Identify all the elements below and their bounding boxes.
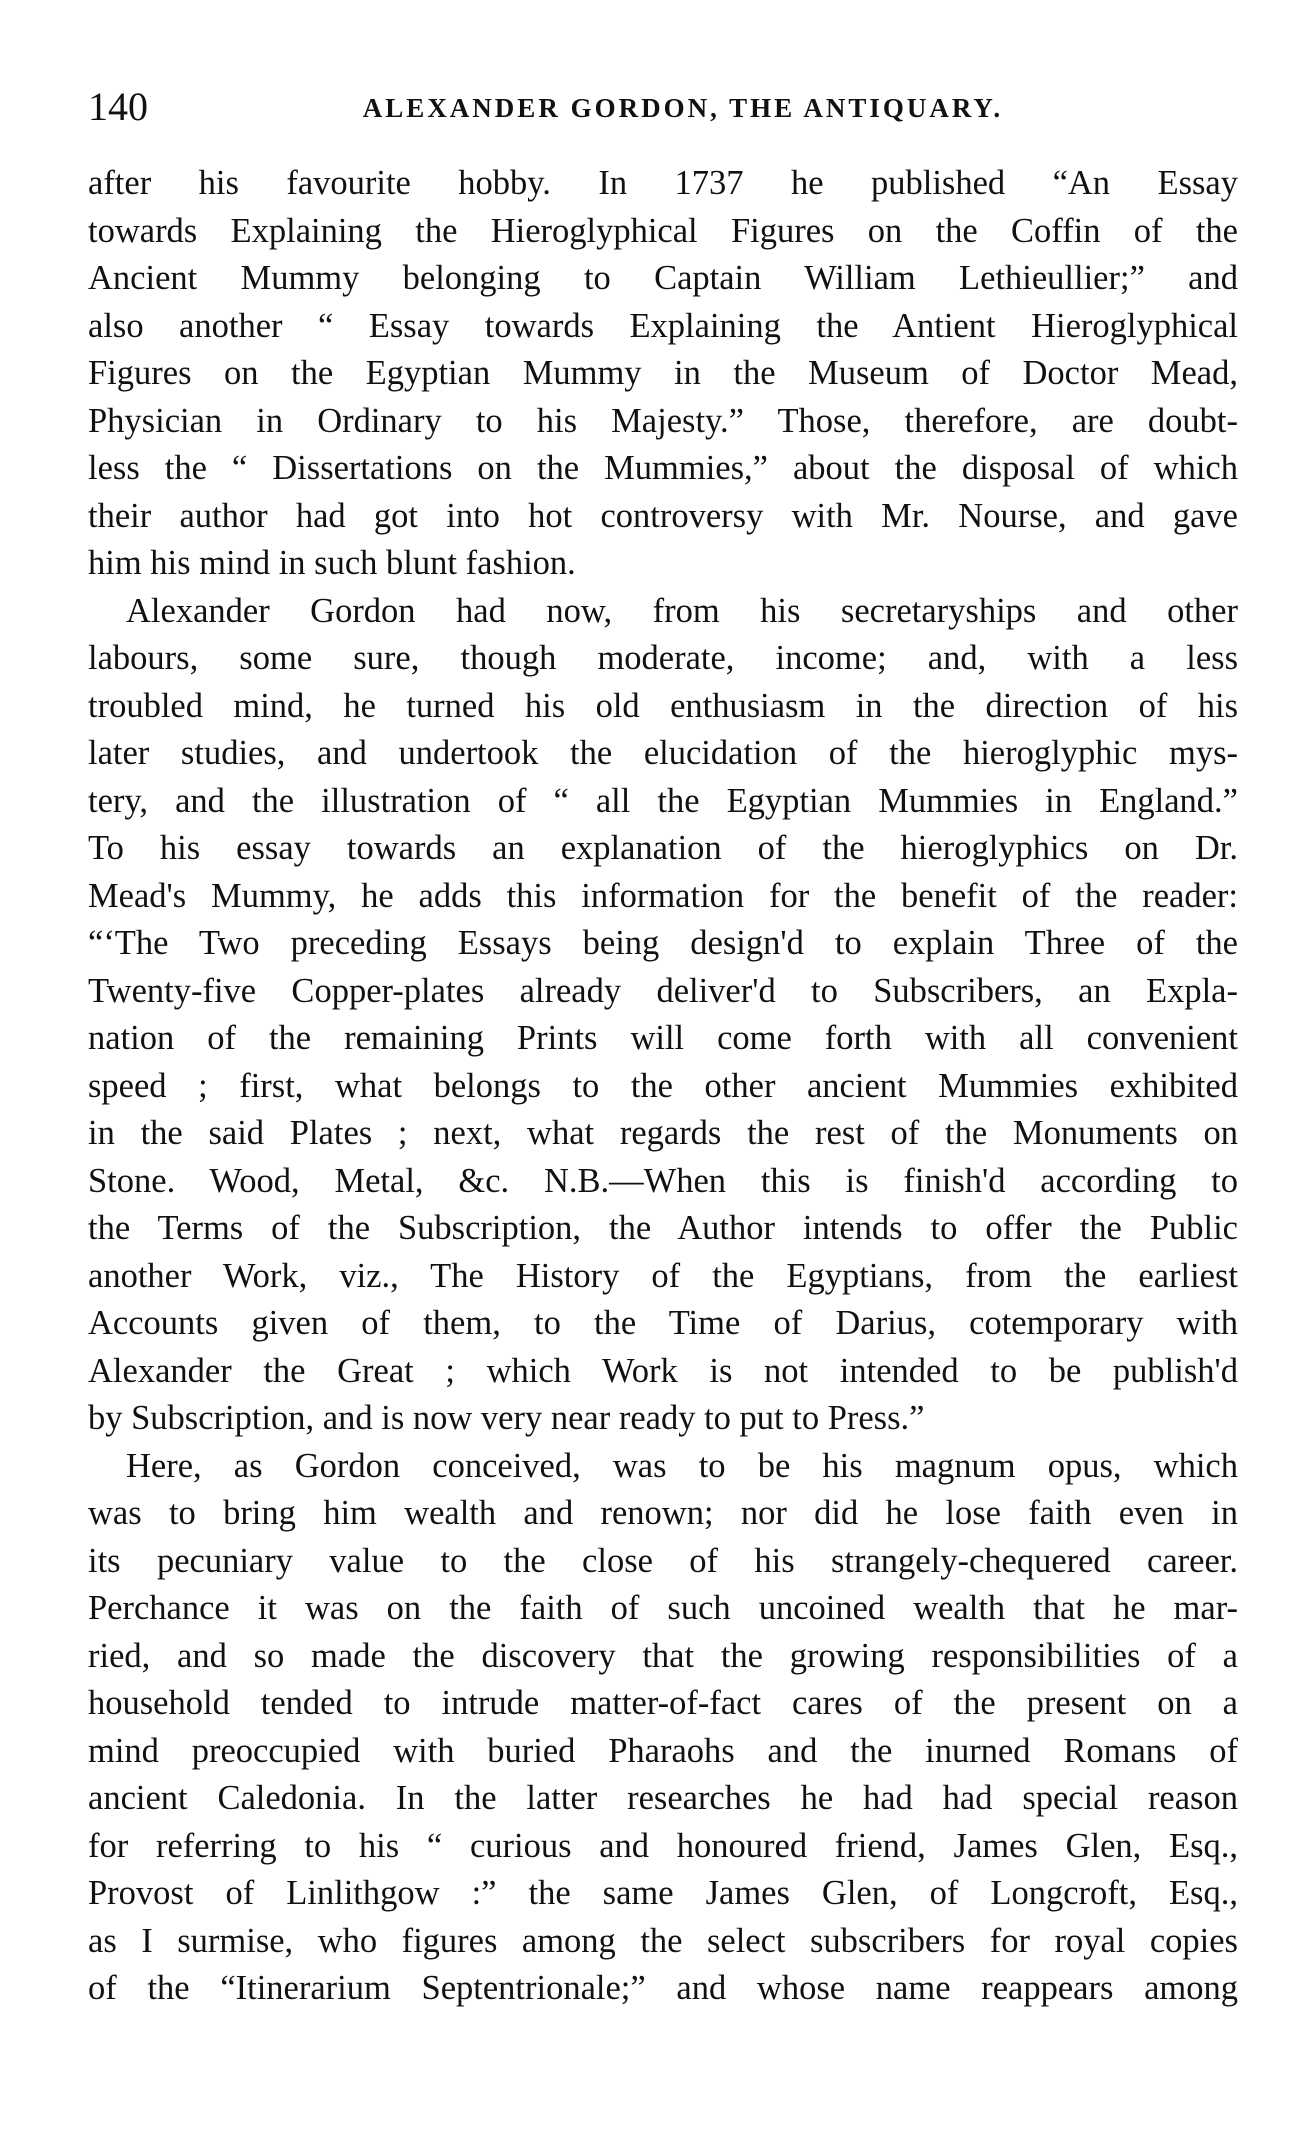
body-text: [88, 160, 1238, 2013]
text-line: household tended to intrude matter-of-fact cares of the present on a: [88, 1684, 1238, 1722]
page-header: [88, 82, 1238, 132]
text-line: in the said Plates ; next, what regards the rest of the Monuments on: [88, 1114, 1238, 1152]
text-line: Figures on the Egyptian Mummy in the Museum of Doctor Mead,: [88, 354, 1238, 392]
text-line: Mead's Mummy, he adds this information for the benefit of the reader:: [88, 876, 1238, 915]
text-line: ried, and so made the discovery that the growing responsibilities of a: [88, 1636, 1238, 1675]
text-line: later studies, and undertook the elucidation of the hieroglyphic mys-: [88, 734, 1238, 772]
paragraph-start-line: Here, as Gordon conceived, was to be his magnum opus, which: [126, 1446, 1238, 1485]
text-line: him his mind in such blunt fashion.: [88, 544, 576, 582]
text-line: ancient Caledonia. In the latter researches he had had special reason: [88, 1779, 1238, 1817]
text-line: speed ; first, what belongs to the other ancient Mummies exhibited: [88, 1066, 1238, 1105]
text-line: after his favourite hobby. In 1737 he published “An Essay: [88, 164, 1238, 202]
text-line: mind preoccupied with buried Pharaohs and the inurned Romans of: [88, 1731, 1238, 1770]
text-line: for referring to his “ curious and honoured friend, James Glen, Esq.,: [88, 1826, 1238, 1865]
text-line: another Work, viz., The History of the Egyptians, from the earliest: [88, 1256, 1238, 1295]
text-line: towards Explaining the Hieroglyphical Figures on the Coffin of the: [88, 211, 1238, 250]
text-line: less the “ Dissertations on the Mummies,” about the disposal of which: [88, 449, 1238, 487]
text-line: troubled mind, he turned his old enthusiasm in the direction of his: [88, 686, 1238, 725]
text-line: Twenty-five Copper-plates already deliver'd to Subscribers, an Expla-: [88, 971, 1238, 1010]
text-line: of the “Itinerarium Septentrionale;” and whose name reappears among: [88, 1969, 1238, 2007]
text-line: tery, and the illustration of “ all the Egyptian Mummies in England.”: [88, 781, 1238, 820]
text-line: by Subscription, and is now very near ready to put to Press.”: [88, 1399, 925, 1437]
text-line: nation of the remaining Prints will come forth with all convenient: [88, 1019, 1238, 1057]
running-title: ALEXANDER GORDON, THE ANTIQUARY.: [362, 93, 1004, 123]
text-line: Accounts given of them, to the Time of Darius, cotemporary with: [88, 1304, 1238, 1342]
text-line: To his essay towards an explanation of the hieroglyphics on Dr.: [88, 829, 1238, 867]
text-line: the Terms of the Subscription, the Author intends to offer the Public: [88, 1209, 1238, 1247]
text-line: was to bring him wealth and renown; nor did he lose faith even in: [88, 1494, 1238, 1532]
text-line: Provost of Linlithgow :” the same James Glen, of Longcroft, Esq.,: [88, 1874, 1238, 1912]
text-line: labours, some sure, though moderate, income; and, with a less: [88, 639, 1238, 677]
text-line: “‘The Two preceding Essays being design'd to explain Three of the: [88, 924, 1238, 962]
text-line: their author had got into hot controversy with Mr. Nourse, and gave: [88, 496, 1238, 535]
text-line: Physician in Ordinary to his Majesty.” Those, therefore, are doubt-: [88, 401, 1238, 440]
paragraph-start-line: Alexander Gordon had now, from his secretaryships and other: [126, 591, 1238, 630]
text-line: Perchance it was on the faith of such uncoined wealth that he mar-: [88, 1589, 1238, 1627]
text-line: Ancient Mummy belonging to Captain William Lethieullier;” and: [88, 259, 1238, 297]
text-line: also another “ Essay towards Explaining the Antient Hieroglyphical: [88, 306, 1238, 345]
page-number: 140: [88, 84, 148, 129]
text-line: its pecuniary value to the close of his strangely-chequered career.: [88, 1541, 1238, 1580]
text-line: Stone. Wood, Metal, &c. N.B.—When this is finish'd according to: [88, 1161, 1238, 1200]
text-line: Alexander the Great ; which Work is not intended to be publish'd: [88, 1351, 1238, 1390]
text-line: as I surmise, who figures among the select subscribers for royal copies: [88, 1921, 1238, 1960]
